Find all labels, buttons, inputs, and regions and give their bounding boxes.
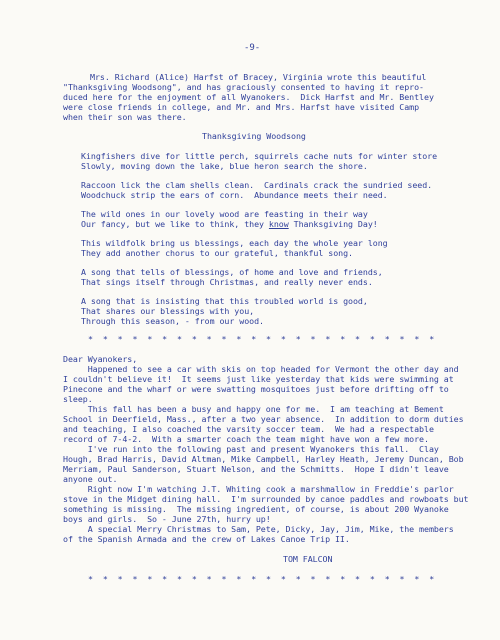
poem-line: Kingfishers dive for little perch, squirrels cache nuts for winter store (81, 151, 438, 161)
letter-line: Merriam, Paul Sanderson, Stuart Nelson, and the Schmitts. Hope I didn't leave (63, 464, 449, 474)
letter-line: sleep. (63, 394, 93, 404)
poem-line: Through this season, - from our wood. (81, 316, 264, 326)
poem-line: Raccoon lick the clam shells clean. Cardinals crack the sundried seed. (81, 180, 433, 190)
poem-line-underlined (81, 219, 378, 229)
poem-line: Woodchuck strip the ears of corn. Abundance meets their need. (81, 190, 388, 200)
letter-line: Hough, Brad Harris, David Altman, Mike Campbell, Harley Heath, Jeremy Duncan, Bob (63, 454, 464, 464)
letter-line: and teaching, I also coached the varsity soccer team. We had a respectable (63, 424, 434, 434)
poem-title: Thanksgiving Woodsong (202, 131, 306, 141)
intro-line: Mrs. Richard (Alice) Harfst of Bracey, Virginia wrote this beautiful (90, 72, 427, 82)
letter-line: boys and girls. So - June 27th, hurry up! (63, 514, 271, 524)
letter-line: of the Spanish Armada and the crew of Lakes Canoe Trip II. (63, 534, 350, 544)
letter-line: I've run into the following past and present Wyanokers this fall. Clay (63, 444, 439, 454)
page-number: -9- (244, 43, 261, 53)
letter-line: I couldn't believe it! It seems just like yesterday that kids were swimming at (63, 374, 454, 384)
poem-line: They add another chorus to our grateful, thankful song. (81, 248, 353, 258)
intro-line: duced here for the enjoyment of all Wyanokers. Dick Harfst and Mr. Bentley (63, 92, 434, 102)
letter-line: School in Deerfield, Mass., after a two year absence. In addition to dorm duties (63, 414, 464, 424)
poem-line-text: Our fancy, but we like to think, they know Thanksgiving Day! (81, 219, 378, 229)
letter-line: record of 7-4-2. With a smarter coach the team might have won a few more. (63, 434, 429, 444)
poem-line: A song that tells of blessings, of home and love and friends, (81, 267, 383, 277)
letter-line: Happened to see a car with skis on top headed for Vermont the other day and (63, 364, 459, 374)
letter-line: Pinecone and the wharf or were swatting mosquitoes just before drifting off to (63, 384, 449, 394)
letter-line: anyone out. (63, 474, 118, 484)
letter-line: This fall has been a busy and happy one for me. I am teaching at Bement (63, 404, 444, 414)
intro-line: when their son was there. (63, 112, 187, 122)
letter-salutation: Dear Wyanokers, (63, 354, 138, 364)
underlined-word: know (268, 219, 289, 229)
asterisk-divider: * * * * * * * * * * * * * * * * * * * * * * * * (88, 334, 435, 344)
letter-line: stove in the Midget dining hall. I'm surrounded by canoe paddles and rowboats but (63, 494, 469, 504)
letter-line: something is missing. The missing ingredient, of course, is about 200 Wyanoke (63, 504, 449, 514)
poem-line: This wildfolk bring us blessings, each day the whole year long (81, 238, 388, 248)
asterisk-divider-bottom: * * * * * * * * * * * * * * * * * * * * * * * * (88, 574, 435, 584)
letter-signature: TOM FALCON (283, 554, 333, 564)
poem-line: That sings itself through Christmas, and really never ends. (81, 277, 373, 287)
poem-line: A song that is insisting that this troubled world is good, (81, 296, 368, 306)
poem-line: Slowly, moving down the lake, blue heron search the shore. (81, 161, 368, 171)
letter-line: Right now I'm watching J.T. Whiting cook a marshmallow in Freddie's parlor (63, 484, 454, 494)
poem-line: The wild ones in our lovely wood are feasting in their way (81, 209, 368, 219)
intro-line: "Thanksgiving Woodsong", and has graciously consented to having it repro- (63, 82, 424, 92)
intro-line: were close friends in college, and Mr. and Mrs. Harfst have visited Camp (63, 102, 420, 112)
poem-line: That shares our blessings with you, (81, 306, 255, 316)
letter-line: A special Merry Christmas to Sam, Pete, Dicky, Jay, Jim, Mike, the members (63, 524, 454, 534)
